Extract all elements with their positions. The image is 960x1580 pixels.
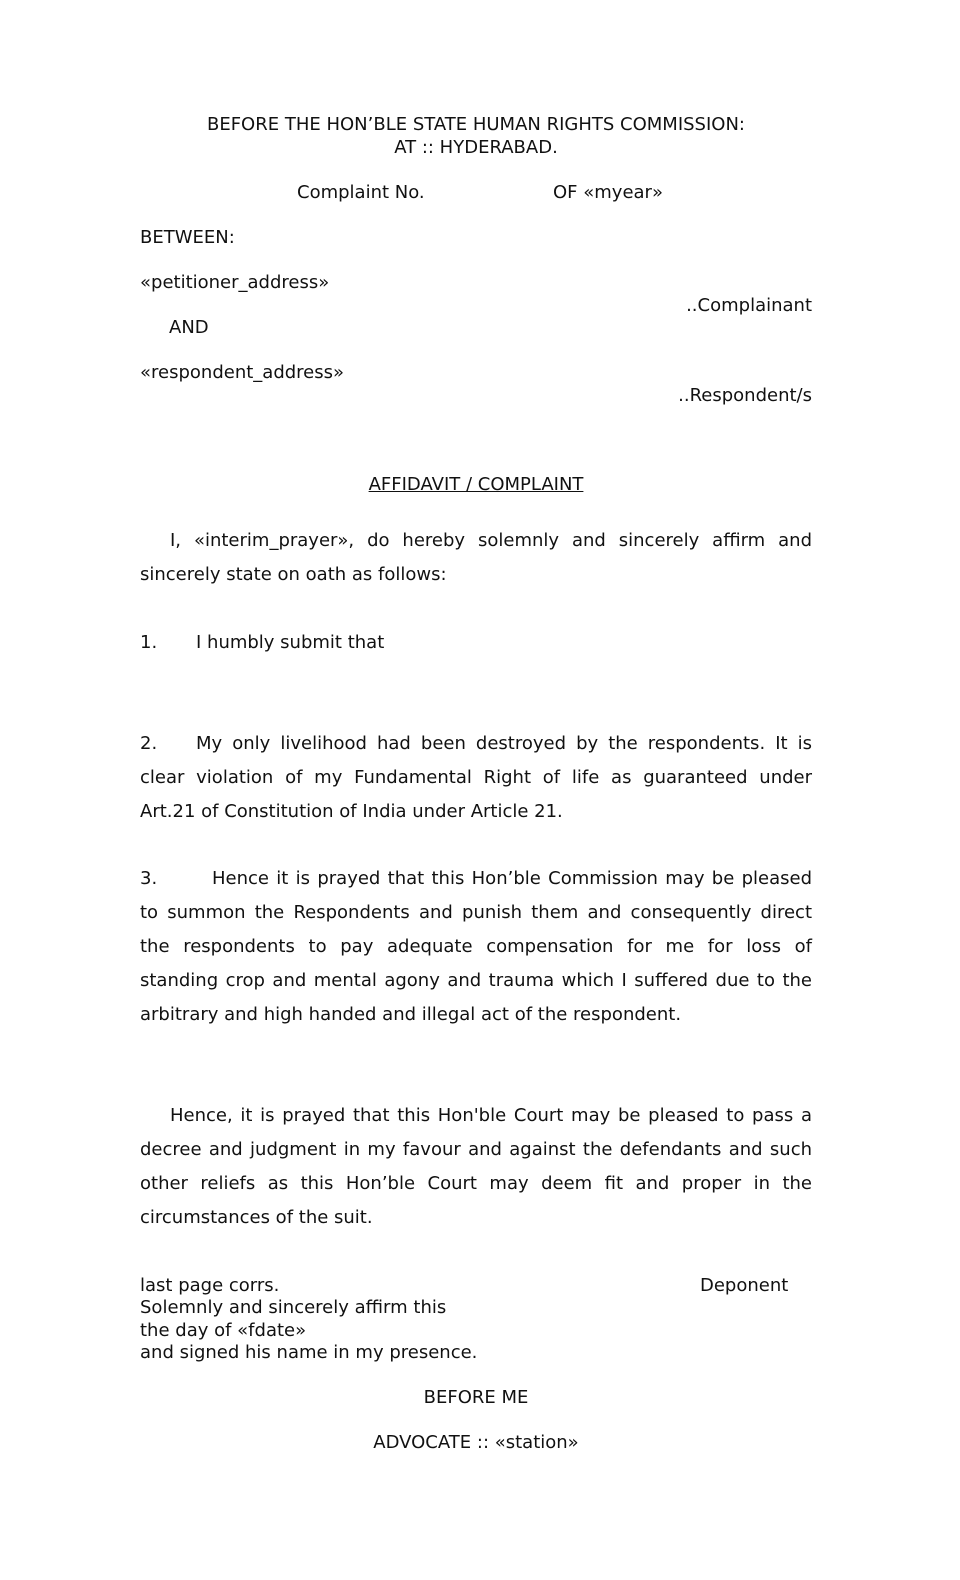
- point-1-number: 1.: [140, 632, 158, 653]
- header-line-1: BEFORE THE HON’BLE STATE HUMAN RIGHTS COMMISSION:: [206, 114, 745, 135]
- point-2-number: 2.: [140, 733, 158, 754]
- affirm-line: Solemnly and sincerely affirm this: [140, 1297, 447, 1318]
- before-me-label: BEFORE ME: [423, 1387, 529, 1408]
- date-line: the day of «fdate»: [140, 1320, 307, 1341]
- point-3-number: 3.: [140, 868, 158, 889]
- header-line-2: AT :: HYDERABAD.: [394, 137, 558, 158]
- point-1-text: I humbly submit that: [196, 632, 385, 653]
- between-label: BETWEEN:: [140, 227, 235, 248]
- complainant-label: ..Complainant: [686, 295, 812, 316]
- point-1: [140, 626, 812, 660]
- intro-paragraph: I, «interim_prayer», do hereby solemnly and sincerely affirm and sincerely state on oath as follows:: [140, 530, 812, 585]
- complaint-number-label: Complaint No.: [297, 182, 425, 203]
- signed-line: and signed his name in my presence.: [140, 1342, 478, 1363]
- deponent-label: Deponent: [700, 1275, 789, 1296]
- and-label: AND: [169, 317, 209, 338]
- prayer-paragraph: Hence, it is prayed that this Hon'ble Court may be pleased to pass a decree and judgment in my favour and against the defendants and such other reliefs as this Hon’ble Court may deem fit and proper in the circumstances of the suit.: [140, 1105, 812, 1228]
- point-3: [140, 862, 812, 1032]
- respondents-label: ..Respondent/s: [678, 385, 812, 406]
- advocate-label: ADVOCATE :: «station»: [373, 1432, 579, 1453]
- point-2: [140, 727, 812, 829]
- last-page-note: last page corrs.: [140, 1275, 280, 1296]
- document-title: AFFIDAVIT / COMPLAINT: [368, 474, 584, 495]
- respondent-address: «respondent_address»: [140, 362, 345, 383]
- point-2-text: My only livelihood had been destroyed by the respondents. It is clear violation of my Fundamental Right of life as guaranteed under Art.21 of Constitution of India under Article 21.: [140, 733, 812, 822]
- complaint-year-label: OF «myear»: [553, 182, 663, 203]
- point-3-text: Hence it is prayed that this Hon’ble Commission may be pleased to summon the Respondents and punish them and consequently direct the respondents to pay adequate compensation for me for loss of standing crop and mental agony and trauma which I suffered due to the arbitrary and high handed and illegal act of the respondent.: [140, 868, 812, 1025]
- petitioner-address: «petitioner_address»: [140, 272, 330, 293]
